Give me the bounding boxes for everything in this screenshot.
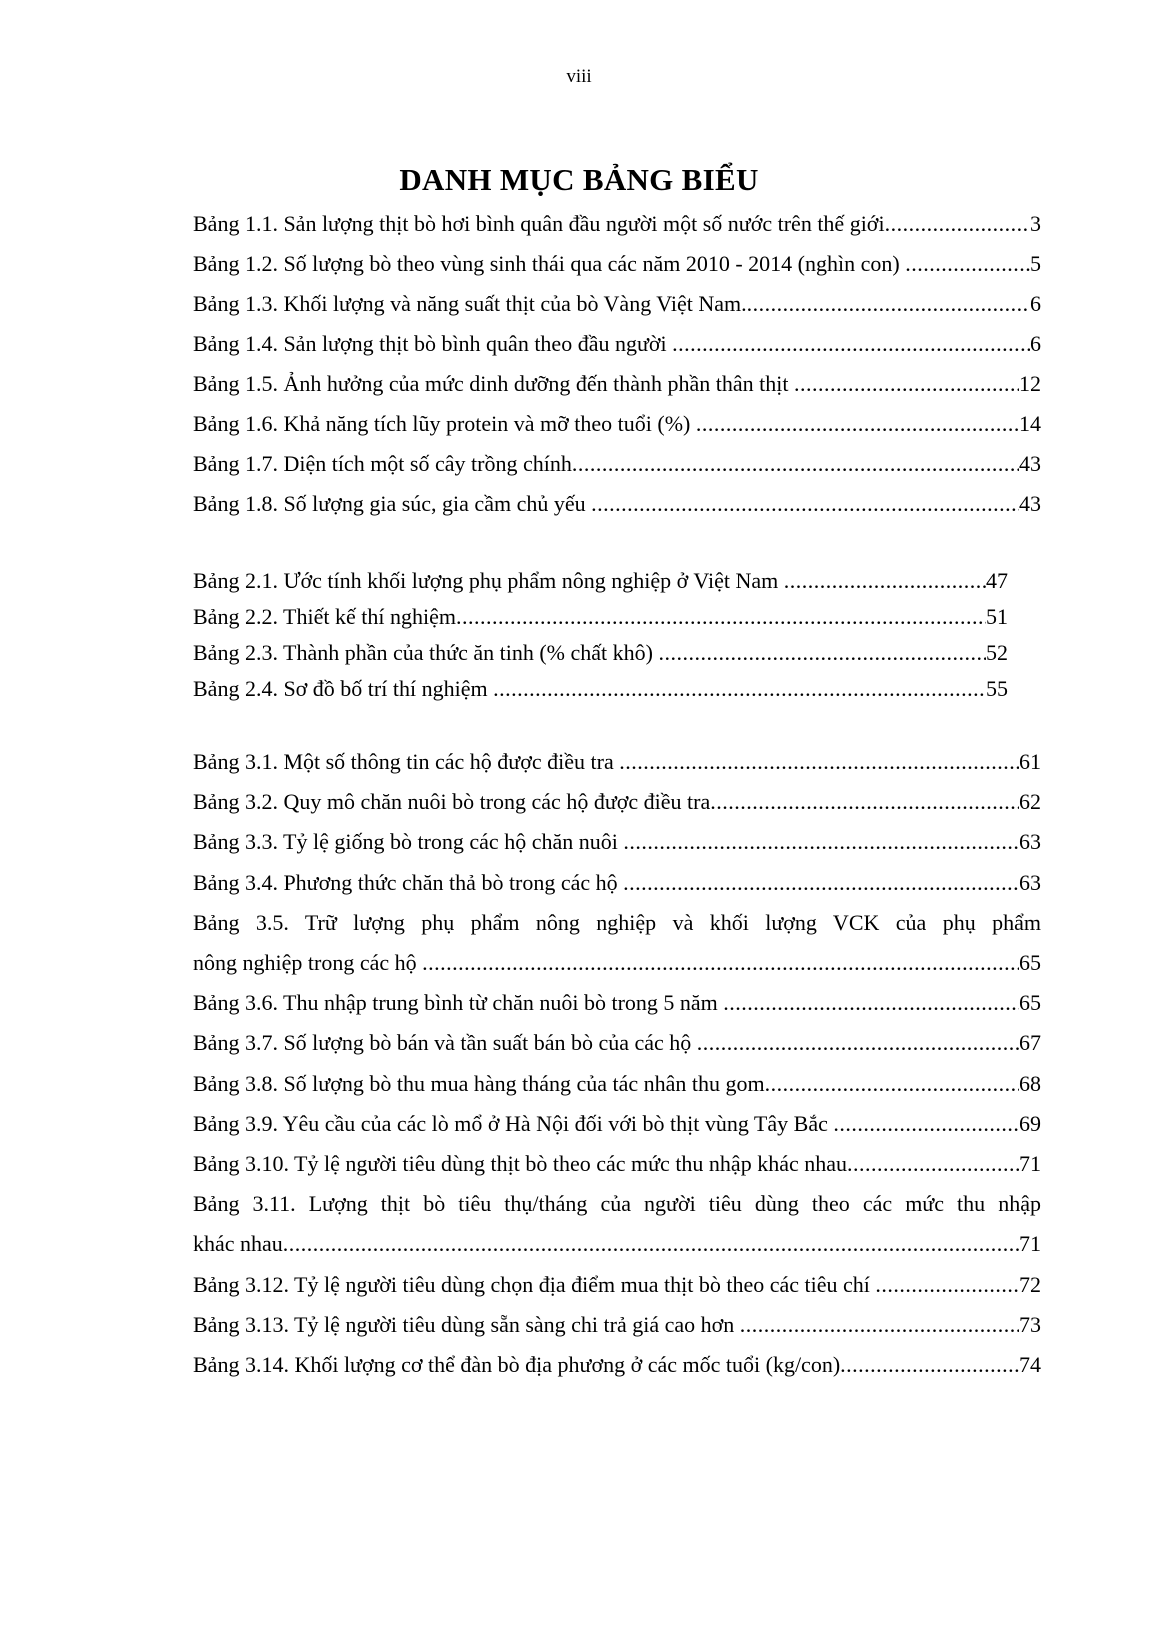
toc-entry[interactable] (193, 788, 1041, 816)
toc-leader-dots (784, 567, 986, 595)
toc-leader-dots (740, 1311, 1019, 1339)
toc-entry-title: Bảng 3.7. Số lượng bò bán và tần suất bán bò của các hộ (193, 1030, 697, 1056)
toc-entry-page: 71 (1019, 1231, 1041, 1257)
toc-entry[interactable] (193, 869, 1041, 897)
toc-entry-page: 72 (1019, 1271, 1041, 1297)
toc-entry-page: 61 (1019, 749, 1041, 774)
toc-entry[interactable] (193, 370, 1041, 398)
toc-leader-dots (658, 639, 986, 667)
toc-leader-dots (765, 1070, 1019, 1098)
toc-entry-title: Bảng 1.2. Số lượng bò theo vùng sinh thái qua các năm 2010 - 2014 (nghìn con) (193, 251, 906, 276)
toc-entry-page: 65 (1019, 990, 1041, 1016)
toc-entry-title: Bảng 3.1. Một số thông tin các hộ được điều tra (193, 749, 620, 774)
toc-leader-dots (422, 949, 1019, 977)
toc-entry-page: 14 (1019, 411, 1041, 436)
toc-entry[interactable] (193, 210, 1041, 238)
toc-entry-page: 52 (986, 640, 1008, 665)
toc-entry-first-line[interactable]: Bảng 3.5. Trữ lượng phụ phẩm nông nghiệp và khối lượng VCK của phụ phẩm (193, 909, 1041, 935)
toc-entry-title: khác nhau (193, 1231, 283, 1257)
toc-entry[interactable] (193, 1351, 1041, 1379)
page-title: DANH MỤC BẢNG BIỂU (399, 162, 759, 197)
toc-leader-dots (710, 788, 1019, 816)
toc-leader-dots (619, 748, 1019, 776)
toc-entry[interactable] (193, 250, 1041, 278)
toc-entry-page: 68 (1019, 1070, 1041, 1096)
toc-leader-dots (875, 1271, 1019, 1299)
toc-leader-dots (672, 330, 1030, 358)
toc-entry-title: Bảng 3.4. Phương thức chăn thả bò trong các hộ (193, 869, 624, 895)
toc-entry[interactable] (193, 639, 1008, 667)
toc-entry-title: Bảng 3.2. Quy mô chăn nuôi bò trong các hộ được điều tra (193, 789, 711, 815)
toc-leader-dots (847, 1150, 1019, 1178)
toc-entry[interactable] (193, 567, 1008, 595)
toc-entry-page: 63 (1019, 829, 1041, 855)
toc-entry-first-line[interactable]: Bảng 3.11. Lượng thịt bò tiêu thụ/tháng của người tiêu dùng theo các mức thu nhập (193, 1191, 1041, 1217)
toc-entry[interactable] (193, 1311, 1041, 1339)
toc-entry-page: 74 (1019, 1352, 1041, 1377)
toc-entry-title: Bảng 1.5. Ảnh hưởng của mức dinh dưỡng đến thành phần thân thịt (193, 371, 795, 396)
toc-entry-title: Bảng 3.14. Khối lượng cơ thể đàn bò địa phương ở các mốc tuổi (kg/con) (193, 1352, 841, 1377)
toc-entry-title: Bảng 3.3. Tỷ lệ giống bò trong các hộ chăn nuôi (193, 829, 624, 855)
toc-entry[interactable] (193, 1070, 1041, 1098)
toc-entry[interactable] (193, 290, 1041, 318)
toc-leader-dots (905, 250, 1030, 278)
toc-entry[interactable] (193, 450, 1041, 478)
toc-entry-page: 6 (1030, 331, 1041, 356)
toc-entry[interactable] (193, 1110, 1041, 1138)
toc-entry-page: 62 (1019, 789, 1041, 815)
toc-entry[interactable] (193, 1271, 1041, 1299)
toc-entry-page: 3 (1030, 211, 1041, 236)
toc-entry[interactable] (193, 410, 1041, 438)
toc-entry-page: 65 (1019, 950, 1041, 975)
toc-entry[interactable] (193, 330, 1041, 358)
toc-entry[interactable] (193, 949, 1041, 977)
toc-leader-dots (723, 989, 1019, 1017)
toc-leader-dots (591, 490, 1019, 518)
toc-entry-page: 43 (1019, 491, 1041, 516)
toc-entry-title: Bảng 1.7. Diện tích một số cây trồng chính (193, 451, 572, 476)
toc-entry-page: 63 (1019, 869, 1041, 895)
toc-entry-title: Bảng 1.6. Khả năng tích lũy protein và mỡ theo tuổi (%) (193, 411, 696, 436)
toc-entry-page: 55 (986, 676, 1008, 701)
toc-entry[interactable] (193, 1230, 1041, 1258)
toc-entry-title: Bảng 2.3. Thành phần của thức ăn tinh (% chất khô) (193, 640, 659, 665)
toc-entry[interactable] (193, 490, 1041, 518)
toc-entry-page: 71 (1019, 1151, 1041, 1176)
toc-leader-dots (840, 1351, 1019, 1379)
toc-leader-dots (794, 370, 1019, 398)
toc-entry-title: Bảng 3.12. Tỷ lệ người tiêu dùng chọn địa điểm mua thịt bò theo các tiêu chí (193, 1271, 876, 1297)
toc-entry-page: 6 (1030, 291, 1041, 316)
toc-entry-page: 69 (1019, 1110, 1041, 1136)
toc-entry[interactable] (193, 989, 1041, 1017)
toc-entry-title: Bảng 3.13. Tỷ lệ người tiêu dùng sẵn sàng chi trả giá cao hơn (193, 1311, 740, 1337)
toc-leader-dots (697, 1029, 1019, 1057)
toc-entry[interactable] (193, 1150, 1041, 1178)
toc-leader-dots (696, 410, 1019, 438)
toc-leader-dots (623, 828, 1019, 856)
toc-leader-dots (456, 603, 986, 631)
toc-leader-dots (885, 210, 1030, 238)
toc-entry-title: Bảng 1.3. Khối lượng và năng suất thịt của bò Vàng Việt Nam. (193, 291, 747, 316)
toc-entry-page: 51 (986, 604, 1008, 629)
toc-entry-page: 43 (1019, 451, 1041, 476)
toc-entry-page: 12 (1019, 371, 1041, 396)
toc-entry[interactable] (193, 675, 1008, 703)
toc-entry-title: Bảng 2.2. Thiết kế thí nghiệm (193, 604, 456, 629)
toc-entry-title: Bảng 2.4. Sơ đồ bố trí thí nghiệm (193, 676, 494, 701)
toc-entry-title: Bảng 1.4. Sản lượng thịt bò bình quân theo đầu người (193, 331, 673, 356)
toc-leader-dots (572, 450, 1019, 478)
toc-entry[interactable] (193, 828, 1041, 856)
toc-entry-title: Bảng 3.6. Thu nhập trung bình từ chăn nuôi bò trong 5 năm (193, 990, 724, 1016)
toc-entry-title: Bảng 2.1. Ước tính khối lượng phụ phẩm nông nghiệp ở Việt Nam (193, 568, 784, 593)
toc-entry-title: Bảng 1.1. Sản lượng thịt bò hơi bình quân đầu người một số nước trên thế giới (193, 211, 885, 236)
toc-entry[interactable] (193, 603, 1008, 631)
toc-leader-dots (283, 1230, 1019, 1258)
toc-entry-page: 67 (1019, 1030, 1041, 1056)
toc-entry[interactable] (193, 748, 1041, 776)
toc-entry-title: nông nghiệp trong các hộ (193, 950, 423, 975)
toc-entry[interactable] (193, 1029, 1041, 1057)
toc-entry-title: Bảng 1.8. Số lượng gia súc, gia cầm chủ yếu (193, 491, 592, 516)
toc-entry-page: 47 (986, 568, 1008, 593)
toc-entry-title: Bảng 3.9. Yêu cầu của các lò mổ ở Hà Nội đối với bò thịt vùng Tây Bắc (193, 1110, 834, 1136)
toc-entry-page: 73 (1019, 1311, 1041, 1337)
toc-leader-dots (493, 675, 986, 703)
page-number: viii (566, 66, 592, 87)
toc-leader-dots (623, 869, 1019, 897)
toc-entry-page: 5 (1030, 251, 1041, 276)
toc-entry-title: Bảng 3.8. Số lượng bò thu mua hàng tháng của tác nhân thu gom (193, 1070, 765, 1096)
toc-leader-dots (747, 290, 1030, 318)
toc-entry-title: Bảng 3.10. Tỷ lệ người tiêu dùng thịt bò theo các mức thu nhập khác nhau (193, 1151, 847, 1176)
toc-leader-dots (833, 1110, 1019, 1138)
